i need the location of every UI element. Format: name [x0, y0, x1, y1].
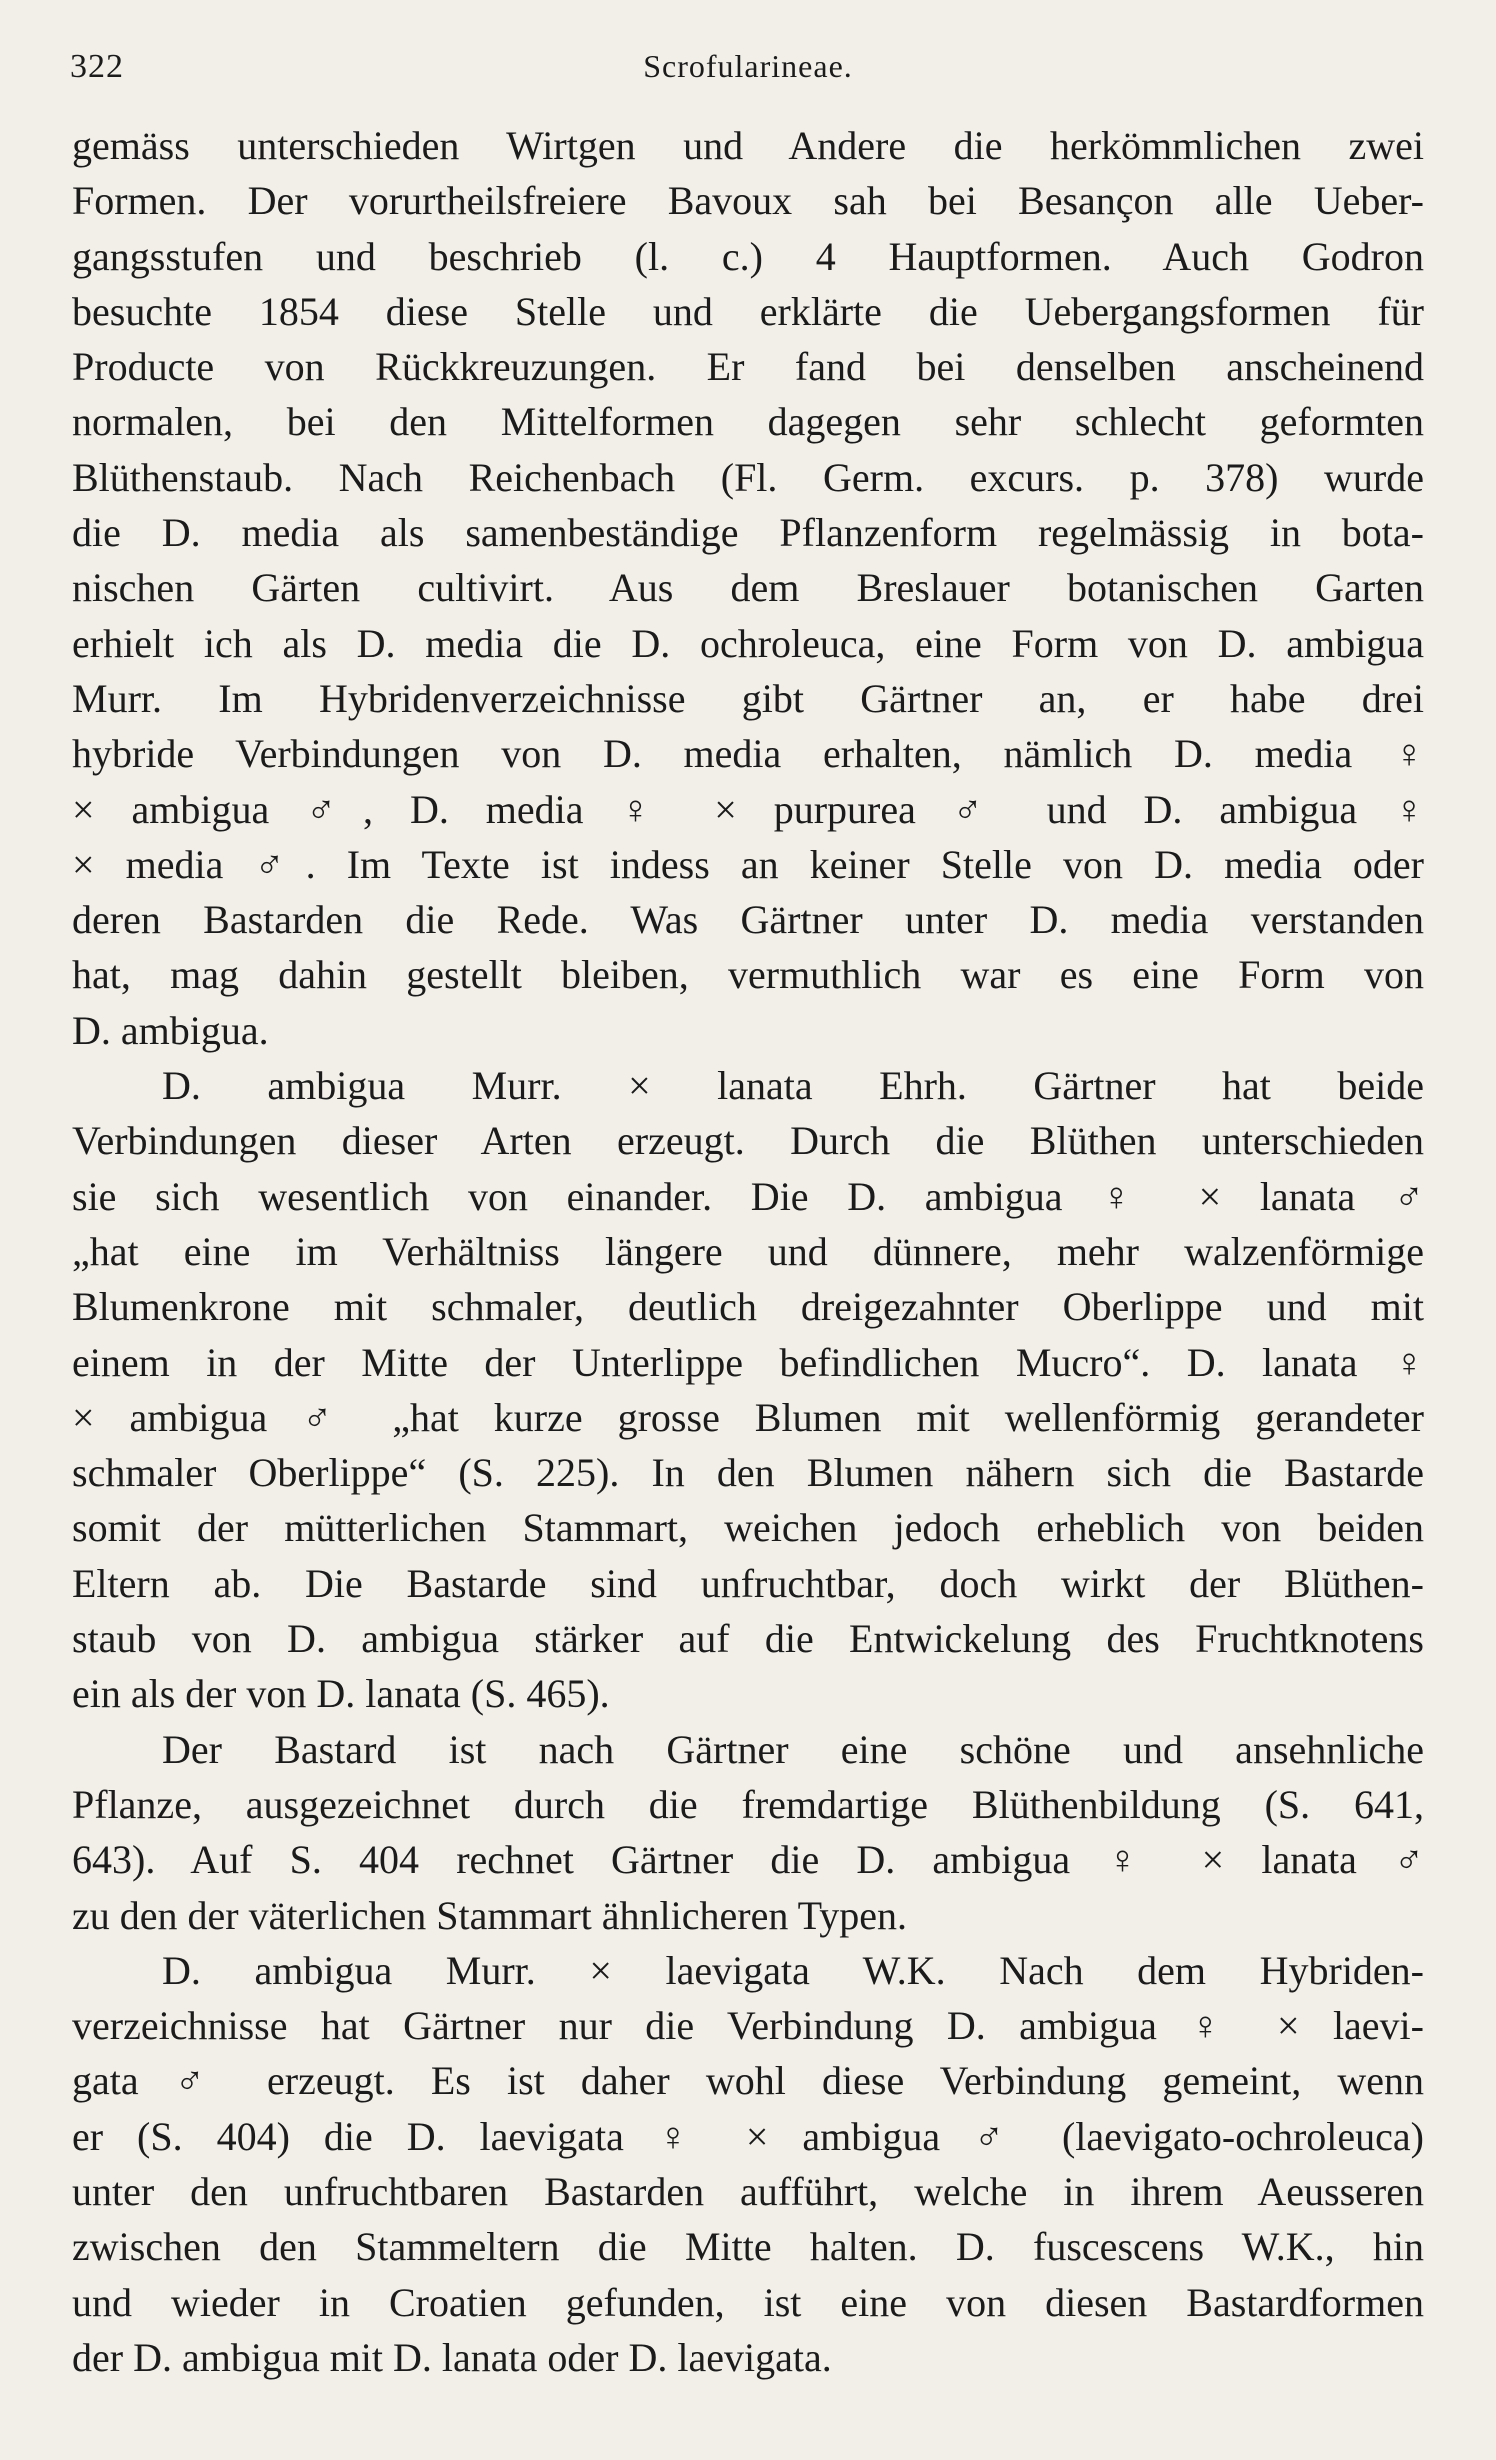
text-line: unter den unfruchtbaren Bastarden aufführt, welche in ihrem Aeusseren: [72, 2168, 1424, 2214]
text-line: zwischen den Stammeltern die Mitte halten. D. fuscescens W.K., hin: [72, 2224, 1424, 2270]
text-line: deren Bastarden die Rede. Was Gärtner unter D. media verstanden: [72, 897, 1424, 943]
text-line: × media ♂. Im Texte ist indess an keiner Stelle von D. media oder: [72, 841, 1424, 887]
text-line: besuchte 1854 diese Stelle und erklärte die Uebergangsformen für: [72, 288, 1424, 334]
text-line: Eltern ab. Die Bastarde sind unfruchtbar, doch wirkt der Blüthen-: [72, 1560, 1424, 1606]
text-line: der D. ambigua mit D. lanata oder D. laevigata.: [72, 2334, 832, 2380]
text-line: D. ambigua.: [72, 1007, 269, 1053]
text-line: zu den der väterlichen Stammart ähnlicheren Typen.: [72, 1892, 908, 1938]
text-line: Blumenkrone mit schmaler, deutlich dreigezahnter Oberlippe und mit: [72, 1284, 1424, 1330]
text-line: 643). Auf S. 404 rechnet Gärtner die D. ambigua ♀ × lanata ♂: [72, 1837, 1424, 1883]
text-line: verzeichnisse hat Gärtner nur die Verbindung D. ambigua ♀ × laevi-: [72, 2003, 1424, 2049]
text-line: gangsstufen und beschrieb (l. c.) 4 Hauptformen. Auch Godron: [72, 233, 1424, 279]
text-line: Pflanze, ausgezeichnet durch die fremdartige Blüthenbildung (S. 641,: [72, 1781, 1424, 1827]
page-number: 322: [70, 48, 124, 85]
text-line: Formen. Der vorurtheilsfreiere Bavoux sah bei Besançon alle Ueber-: [72, 178, 1424, 224]
text-line: einem in der Mitte der Unterlippe befindlichen Mucro“. D. lanata ♀: [72, 1339, 1424, 1385]
body-text: [40, 118, 1456, 2385]
page-header: [40, 48, 1456, 104]
section-heading-line: D. ambigua Murr. × laevigata W.K. Nach dem Hybriden-: [162, 1947, 1424, 1993]
text-line: Producte von Rückkreuzungen. Er fand bei denselben anscheinend: [72, 344, 1424, 390]
text-line: gemäss unterschieden Wirtgen und Andere die herkömmlichen zwei: [72, 123, 1424, 168]
text-line: hybride Verbindungen von D. media erhalten, nämlich D. media ♀: [72, 731, 1424, 777]
text-line: „hat eine im Verhältniss längere und dünnere, mehr walzenförmige: [72, 1228, 1424, 1274]
text-line: somit der mütterlichen Stammart, weichen jedoch erheblich von beiden: [72, 1505, 1424, 1551]
text-line: die D. media als samenbeständige Pflanzenform regelmässig in bota-: [72, 510, 1424, 556]
text-line: sie sich wesentlich von einander. Die D. ambigua ♀ × lanata ♂: [72, 1173, 1424, 1219]
text-line: ein als der von D. lanata (S. 465).: [72, 1671, 610, 1717]
section-heading-line: D. ambigua Murr. × lanata Ehrh. Gärtner hat beide: [162, 1063, 1424, 1109]
text-line: Murr. Im Hybridenverzeichnisse gibt Gärtner an, er habe drei: [72, 675, 1424, 721]
text-line: × ambigua ♂ „hat kurze grosse Blumen mit wellenförmig gerandeter: [72, 1394, 1424, 1440]
text-line: hat, mag dahin gestellt bleiben, vermuthlich war es eine Form von: [72, 952, 1424, 998]
text-line: er (S. 404) die D. laevigata ♀ × ambigua ♂ (laevigato-ochroleuca): [72, 2113, 1424, 2159]
text-line: erhielt ich als D. media die D. ochroleuca, eine Form von D. ambigua: [72, 620, 1424, 666]
text-line: schmaler Oberlippe“ (S. 225). In den Blumen nähern sich die Bastarde: [72, 1450, 1424, 1496]
running-title: Scrofularineae.: [643, 48, 853, 84]
text-line: Blüthenstaub. Nach Reichenbach (Fl. Germ. excurs. p. 378) wurde: [72, 454, 1424, 500]
text-line: × ambigua ♂, D. media ♀ × purpurea ♂ und D. ambigua ♀: [72, 786, 1424, 832]
text-line: und wieder in Croatien gefunden, ist eine von diesen Bastardformen: [72, 2279, 1424, 2325]
text-line: staub von D. ambigua stärker auf die Entwickelung des Fruchtknotens: [72, 1616, 1424, 1662]
text-line: Verbindungen dieser Arten erzeugt. Durch die Blüthen unterschieden: [72, 1118, 1424, 1164]
text-line: Der Bastard ist nach Gärtner eine schöne und ansehnliche: [162, 1726, 1424, 1772]
text-line: gata ♂ erzeugt. Es ist daher wohl diese Verbindung gemeint, wenn: [72, 2058, 1424, 2104]
text-line: nischen Gärten cultivirt. Aus dem Breslauer botanischen Garten: [72, 565, 1424, 611]
text-line: normalen, bei den Mittelformen dagegen sehr schlecht geformten: [72, 399, 1424, 445]
